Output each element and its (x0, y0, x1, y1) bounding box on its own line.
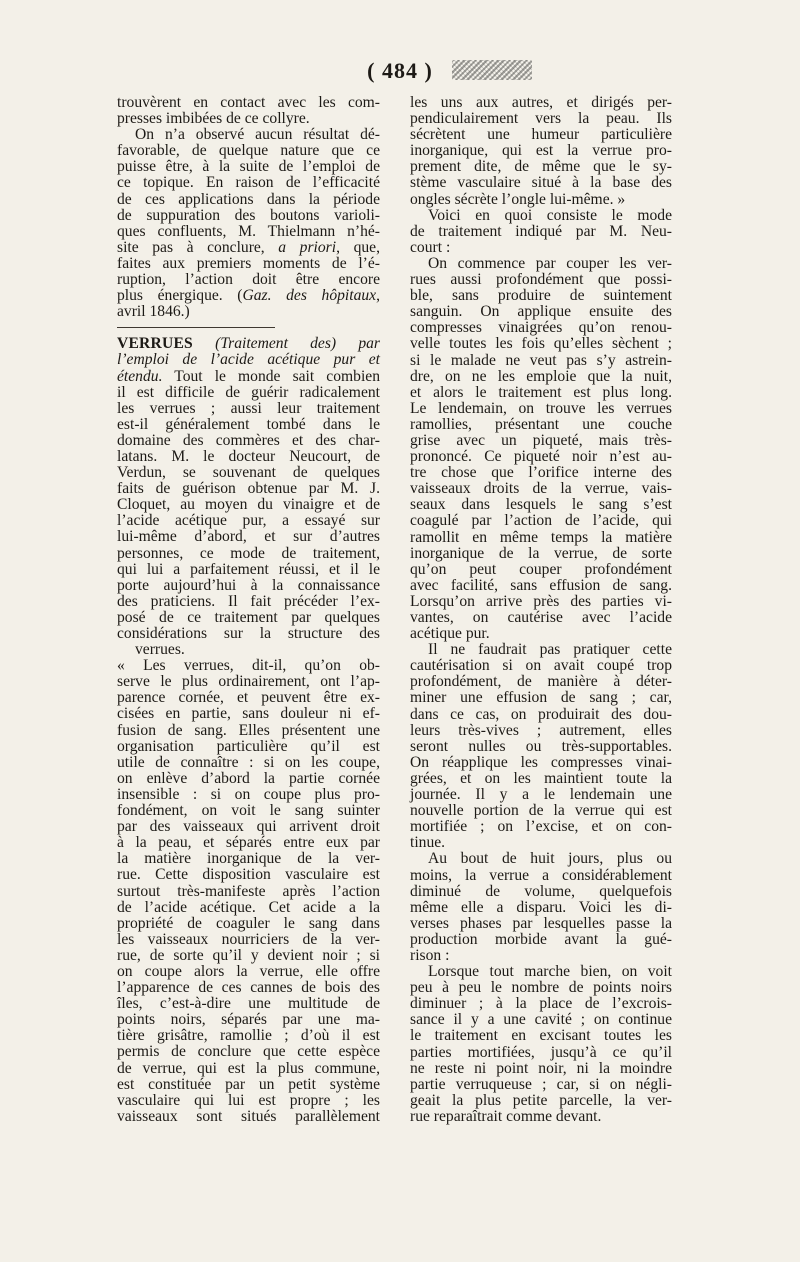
text-line: diminué de volume, quelquefois (410, 882, 672, 900)
text-line: court : (410, 238, 451, 256)
text-line: rue reparaîtrait comme devant. (410, 1107, 602, 1125)
text-line: à la peau, et séparés entre eux par (117, 834, 380, 852)
text-line (117, 336, 380, 352)
text-line: favorable, de quelque nature que ce (117, 142, 380, 160)
text-line: îles, c’est-à-dire une multitude de (117, 995, 380, 1013)
text-line: organisation particulière qu’il est (117, 737, 380, 755)
text-line: moins, la verrue a considérablement (410, 866, 672, 884)
text-line: cautérisation si on avait coupé trop (410, 657, 672, 675)
text-line: « Les verrues, dit-il, qu’on ob- (117, 657, 380, 675)
text-line: dans ce cas, on produirait des dou- (410, 705, 672, 723)
text-line: seront nulles ou très-supportables. (410, 737, 672, 755)
text-line: prement dite, de même que le sy- (410, 158, 672, 176)
text-line: par des vaisseaux qui arrivent droit (117, 818, 380, 836)
text-line (117, 369, 380, 385)
text-line: l’emploi de l’acide acétique pur et (117, 351, 380, 369)
text-fragment: , que, (336, 238, 380, 256)
text-line: acétique pur. (410, 625, 490, 643)
text-fragment: plus énergique. ( (117, 287, 243, 305)
text-line: ruption, l’action doit être encore (117, 271, 380, 289)
text-line: l’apparence de ces cannes de bois des (117, 979, 380, 997)
text-line: latans. M. le docteur Neucourt, de (117, 447, 380, 465)
library-stamp (452, 60, 532, 80)
text-line: prononcé. Ce piqueté noir n’est au- (410, 448, 672, 466)
text-line: verrues. (135, 641, 185, 659)
text-line: qu’on peut couper profondément (410, 560, 672, 578)
text-line: est-il généralement tombé dans le (117, 415, 380, 433)
text-line: est constituée par un petit système (117, 1075, 380, 1093)
text-line: faits de guérison obtenue par M. J. (117, 480, 380, 498)
text-line: l’acide acétique pur, a essayé sur (117, 512, 380, 530)
text-line: sécrètent une humeur particulière (410, 126, 672, 144)
text-line: rue. Cette disposition vasculaire est (117, 866, 380, 884)
text-line: le traitement en excisant toutes les (410, 1027, 672, 1045)
text-line: velle toutes les fois qu’elles sèchent ; (410, 335, 672, 353)
text-line: Lorsqu’on arrive près des parties vi- (410, 592, 672, 610)
text-line: grise avec un piqueté, mais très- (410, 431, 672, 449)
text-line: Lorsque tout marche bien, on voit (428, 963, 672, 981)
text-line: diminuer ; à la place de l’excrois- (410, 995, 672, 1013)
text-line: utile de connaître : si on les coupe, (117, 753, 380, 771)
text-line: ramollies, présentant une couche (410, 415, 672, 433)
text-line: parence cornée, et peuvent être ex- (117, 689, 380, 707)
text-line: Cloquet, au moyen du vinaigre et de (117, 496, 380, 514)
text-line: considérations sur la structure des (117, 625, 380, 642)
text-line: vasculaire qui lui est propre ; les (117, 1091, 380, 1109)
text-line: Voici en quoi consiste le mode (428, 206, 672, 224)
text-line: surtout très-manifeste après l’action (117, 882, 380, 900)
text-line: coagulé par l’action de l’acide, qui (410, 512, 672, 530)
text-line: seaux dans lesquels le sang s’est (410, 496, 672, 514)
text-line: miner une effusion de sang ; car, (410, 689, 672, 707)
text-line: journée. Il y a le lendemain une (410, 786, 672, 804)
text-line: même elle a disparu. Voici les di- (410, 898, 672, 916)
text-fragment: , (376, 287, 380, 305)
text-line (117, 288, 380, 304)
text-line: dre, on ne les emploie que la nuit, (410, 367, 672, 385)
text-line: on coupe alors la verrue, elle offre (117, 962, 380, 980)
text-line: compresses vinaigrées qu’on renou- (410, 319, 672, 337)
text-line: pendiculairement vers la peau. Ils (410, 110, 672, 128)
text-line: vaisseaux sont situés parallèlement (117, 1107, 380, 1125)
text-line: Verdun, se souvenant de quelques (117, 464, 380, 482)
text-line: mortifiée ; on l’excise, et on con- (410, 818, 672, 836)
text-line: de l’acide acétique. Cet acide a la (117, 898, 380, 916)
text-line: personnes, ce mode de traitement, (117, 544, 380, 562)
text-line: fondément, on voit le sang suinter (117, 802, 380, 820)
text-line: propriété de coaguler le sang dans (117, 914, 380, 932)
text-line: ble, sans produire de suintement (410, 287, 672, 305)
text-line: fusion de sang. Elles présentent une (117, 721, 380, 739)
text-line: de traitement indiqué par M. Neu- (410, 222, 672, 240)
entry-subheading: (Traitement des) par (192, 335, 380, 353)
text-line: faites aux premiers moments de l’é- (117, 254, 380, 272)
text-line: on enlève d’abord la partie cornée (117, 769, 380, 787)
text-line: vantes, on cautérise avec l’acide (410, 609, 672, 626)
text-line: porte aujourd’hui à la connaissance (117, 576, 380, 594)
text-line: nouvelle portion de la verrue qui est (410, 802, 672, 820)
text-line: les vaisseaux nourriciers de la ver- (117, 930, 380, 948)
text-line: sance il y a une cavité ; on continue (410, 1011, 672, 1029)
text-line: insensible : si on coupe plus pro- (117, 785, 380, 803)
text-line: domaine des commères et des char- (117, 431, 380, 449)
text-line: la matière inorganique de la ver- (117, 850, 380, 868)
text-line: inorganique, qui est la verrue pro- (410, 142, 672, 160)
text-fragment: Tout le monde sait combien (162, 367, 380, 385)
text-line: les uns aux autres, et dirigés per- (410, 94, 672, 111)
text-line: On n’a observé aucun résultat dé- (135, 126, 380, 144)
text-line: ne reste ni point noir, ni la moindre (410, 1059, 672, 1077)
text-line: rison : (410, 946, 450, 964)
text-line: profondément, de manière à déter- (410, 673, 672, 691)
text-line: ce topique. En raison de l’efficacité (117, 174, 380, 192)
text-line: tinue. (410, 834, 446, 852)
text-line: et alors le traitement est plus long. (410, 383, 672, 401)
text-line: presses imbibées de ce collyre. (117, 110, 310, 128)
text-line: des praticiens. Il fait précéder l’ex- (117, 592, 380, 610)
text-line: si le malade ne veut pas s’y astrein- (410, 351, 672, 369)
entry-subheading-end: étendu. (117, 367, 163, 385)
text-line: cisées en partie, sans douleur ni ef- (117, 705, 380, 723)
text-line: On commence par couper les ver- (428, 254, 672, 272)
text-line: grées, et on les maintient toute la (410, 769, 672, 787)
text-line: parties mortifiées, jusqu’à ce qu’il (410, 1043, 672, 1061)
text-line: ongles sécrète l’ongle lui-même. » (410, 190, 626, 208)
text-line: Le lendemain, on trouve les verrues (410, 399, 672, 417)
text-line: verses phases par lesquelles passe la (410, 914, 672, 932)
citation-title: Gaz. des hôpitaux (242, 287, 377, 305)
italic-term: a priori (278, 238, 337, 256)
right-column (410, 95, 672, 1125)
text-line: de verrue, qui est la plus commune, (117, 1059, 380, 1077)
text-line: tière grisâtre, ramollie ; d’où il est (117, 1027, 380, 1045)
text-line: inorganique de la verrue, de sorte (410, 544, 672, 562)
text-line: il est difficile de guérir radicalement (117, 383, 380, 401)
text-line: trouvèrent en contact avec les com- (117, 94, 380, 111)
text-line: lui-même d’abord, et sur d’autres (117, 528, 380, 546)
text-line: production morbide avant la gué- (410, 930, 672, 948)
text-line: les verrues ; aussi leur traitement (117, 399, 380, 417)
text-line: peu à peu le nombre de points noirs (410, 979, 672, 997)
text-line: qui lui a parfaitement réussi, et il le (117, 560, 380, 578)
text-line: de suppuration des boutons varioli- (117, 206, 380, 224)
text-fragment: site pas à conclure, (117, 238, 279, 256)
text-line: Il ne faudrait pas pratiquer cette (428, 641, 672, 659)
text-line: sanguin. On applique ensuite des (410, 303, 672, 321)
text-line: points noirs, séparés par une ma- (117, 1011, 380, 1029)
text-line: rues aussi profondément que possi- (410, 271, 672, 289)
text-line: de ces applications dans la période (117, 190, 380, 208)
entry-heading: VERRUES (117, 335, 193, 353)
text-line: On réapplique les compresses vinai- (410, 753, 672, 771)
text-line: Au bout de huit jours, plus ou (428, 850, 672, 868)
text-line: tre chose que l’orifice interne des (410, 464, 672, 482)
text-line: leurs très-vives ; autrement, elles (410, 721, 672, 739)
page-number: ( 484 ) (367, 58, 433, 83)
text-line: ques confluents, M. Thielmann n’hé- (117, 222, 380, 240)
text-line: partie verruqueuse ; car, si on négli- (410, 1075, 672, 1093)
text-line: vaisseaux droits de la verrue, vais- (410, 480, 672, 498)
text-line: geait la plus petite parcelle, la ver- (410, 1091, 672, 1109)
section-divider (117, 327, 275, 328)
text-line: posé de ce traitement par quelques (117, 608, 380, 626)
text-line: avec facilité, sans effusion de sang. (410, 576, 672, 594)
text-line: serve le plus ordinairement, ont l’ap- (117, 673, 380, 691)
text-line: puisse être, à la suite de l’emploi de (117, 158, 380, 176)
left-column (117, 95, 380, 1125)
text-line: avril 1846.) (117, 303, 190, 321)
text-line (117, 240, 380, 256)
text-line: rue, de sorte qu’il y devient noir ; si (117, 946, 380, 964)
text-line: stème vasculaire situé à la base des (410, 174, 672, 192)
text-line: permis de conclure que cette espèce (117, 1043, 380, 1061)
text-line: ramollit en même temps la matière (410, 528, 672, 546)
